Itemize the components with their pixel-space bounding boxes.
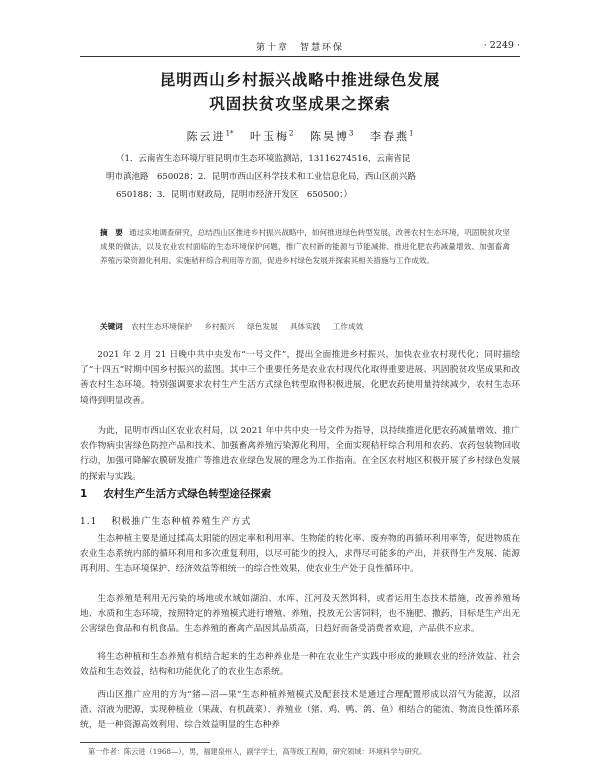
body-paragraph: 将生态种植和生态养殖有机结合起来的生态种养业是一种在农业生产实践中形成的兼顾农业的经济效益、社会效益和生态效益，结构和功能优化了的农业生态系统。 xyxy=(80,652,520,678)
footnote-rule xyxy=(80,742,210,743)
keyword: 具体实践 xyxy=(289,322,321,331)
body-paragraph: 生态种植主要是通过揉高太阳能的固定率和利用率、生物能的转化率、废弃物的再循环利用率等，促进物质在农业生态系统内部的循环利用和多次重复利用，以尽可能少的投入，求得尽可能多的产出，并获得生产发展、能源再利用、生态环境保护、经济效益等相统一的综合性效果，使农业生产处于良性循环中。 xyxy=(80,534,520,575)
section-number: 1 xyxy=(80,488,88,500)
article-title-line1: 昆明西山乡村振兴战略中推进绿色发展 xyxy=(159,71,441,89)
page-number: · 2249 · xyxy=(483,40,520,51)
running-header xyxy=(80,40,520,54)
body-paragraph: 生态养殖是利用无污染的场地或水域如湖泊、水库、江河及天然饵料，或者运用生态技术措施，改善养殖场地、水质和生态环境，按照特定的养殖模式进行增殖、养殖，投放无公害饲料，也不施肥、撒药，目标是生产出无公害绿色食品和有机食品。生态养殖的畜禽产品因其品质高，日趋好而备受消费者欢迎，产品供不应求。 xyxy=(80,594,520,635)
affiliation-line: 明市滇池路 650028；2．昆明市西山区科学技术和工业信息化局，西山区前兴路 xyxy=(106,172,416,182)
author-name: 陈云进 xyxy=(186,130,226,143)
subsection-title: 积极推广生态种植养殖生产方式 xyxy=(111,517,252,527)
author-name: 李春燕 xyxy=(369,130,409,143)
keyword: 绿色发展 xyxy=(247,322,278,331)
article-title-line2: 巩固扶贫攻坚成果之探索 xyxy=(209,95,391,113)
subsection-number: 1.1 xyxy=(80,517,98,527)
affiliation-line: 650188；3．昆明市财政局，昆明市经济开发区 650500；） xyxy=(116,190,353,200)
affiliation-line: （1．云南省生态环境厅驻昆明市生态环境监测站，13116274516，云南省昆 xyxy=(116,154,411,164)
keyword: 工作成效 xyxy=(332,322,364,331)
body-paragraph: 西山区推广应用的方为“猪—沼—果”生态种植养殖模式及配套技术是通过合理配置形成以沼气为能源，以沼渣、沼液为肥源，实现种植业（果蔬、有机蔬菜）、养殖业（猪、鸡、鸭、鸽、鱼）相结合的能流、物流良性循环系统，是一种资源高效利用、综合效益明显的生态种养 xyxy=(80,690,520,731)
body-paragraph: 2021 年 2 月 21 日晚中共中央发布“一号文件”，提出全面推进乡村振兴，加快农业农村现代化；同时描绘了“十四五”时期中国乡村振兴的蓝图。其中三个重要任务是农业农村现代化取得重要进展、巩固脱贫攻坚成果和改善农村生态环境。特别强调要求农村生产生活方式绿色转型取得积极进展，化肥农药使用量持续减少，农村生态环境得到明显改善。 xyxy=(80,350,520,406)
author-name: 陈昊博 xyxy=(310,130,349,143)
author-name: 叶玉梅 xyxy=(250,130,290,143)
abstract-text: 通过实地调查研究，总结西山区推进乡村振兴战略中，如何推进绿色转型发展，改善农村生态环境，巩固脱贫攻坚成果的做法，以及农业农村面临的生态环境保护问题，推广农村新的能源与节能减排、推进化肥农药减量增效、加强畜禽养殖污染资源化利用、实施秸秆综合利用等方面，促进乡村绿色发展并探索其相关措施与工作成效。 xyxy=(100,228,510,265)
body-paragraph: 为此，昆明市西山区农业农村局，以 2021 年中共中央一号文件为指导，以持续推进化肥农药减量增效、推广农作物病虫害绿色防控产品和技术、加强畜禽养殖污染源化利用，全面实现秸秆综合利用和农药、农药包装物回收行动，加强可降解农膜研发推广等推进农业绿色发展的理念为工作指南。在全区农村地区积极开展了乡村绿色发展的探索与实践。 xyxy=(80,426,520,482)
author-affiliation-mark: 2 xyxy=(289,129,294,138)
author-affiliation-mark: 1* xyxy=(225,129,234,138)
subsection-heading xyxy=(80,514,251,527)
author-affiliation-mark: 3 xyxy=(349,129,354,138)
keywords-label: 关键词 xyxy=(100,322,123,331)
section-heading xyxy=(80,486,271,501)
keyword: 农村生态环境保护 xyxy=(131,322,192,331)
header-rule xyxy=(80,56,520,57)
keywords xyxy=(100,320,510,334)
abstract-label: 摘 要 xyxy=(100,228,123,237)
affiliations xyxy=(106,150,502,204)
chapter-title: 第十章 智慧环保 xyxy=(255,43,344,53)
author-list xyxy=(80,128,520,144)
section-title: 农村生产生活方式绿色转型途径探索 xyxy=(103,488,272,500)
abstract xyxy=(100,226,510,268)
keyword: 乡村振兴 xyxy=(204,322,235,331)
footnote: 第一作者：陈云进（1968—），男，福建泉州人，副学学士，高等级工程师，研究领域：环境科学与研究。 xyxy=(88,747,427,756)
author-affiliation-mark: 1 xyxy=(408,129,414,138)
